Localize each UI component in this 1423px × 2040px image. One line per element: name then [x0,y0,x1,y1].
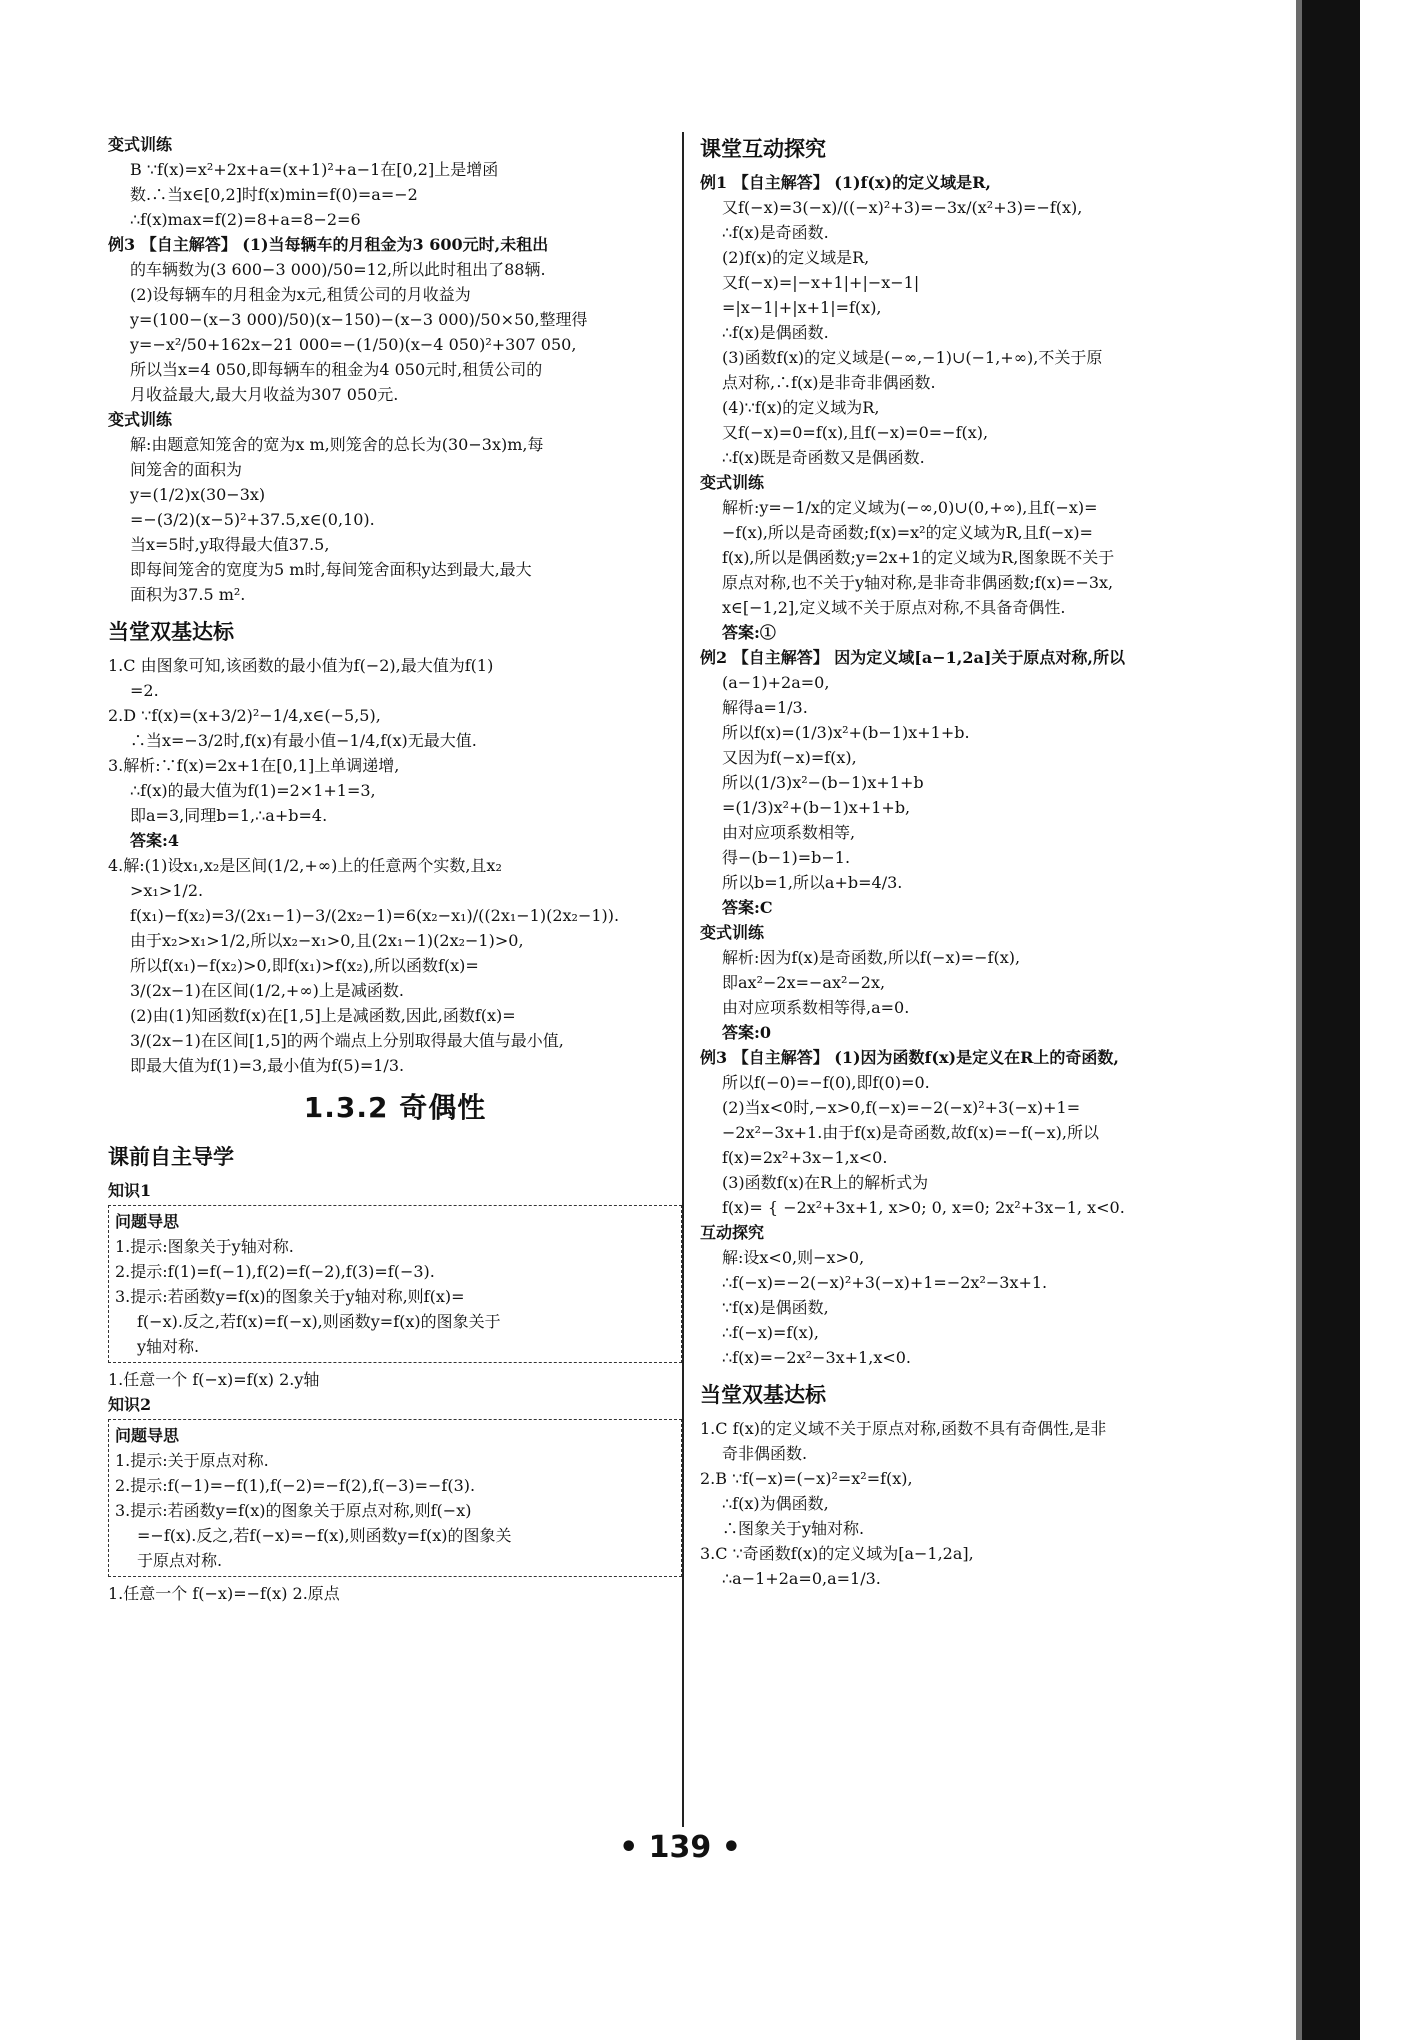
line: 面积为37.5 m². [130,585,246,604]
line: 解:由题意知笼舍的宽为x m,则笼舍的总长为(30−3x)m,每 [130,435,544,454]
heading-dangtang-2: 当堂双基达标 [700,1383,826,1407]
line: f(x₁)−f(x₂)=3/(2x₁−1)−3/(2x₂−1)=6(x₂−x₁)/((2x₁−1)(2x₂−1)). [130,906,620,925]
line: 1.C f(x)的定义域不关于原点对称,函数不具有奇偶性,是非 [700,1419,1107,1438]
line: 即最大值为f(1)=3,最小值为f(5)=1/3. [130,1056,405,1075]
line: =|x−1|+|x+1|=f(x), [722,298,882,317]
line: 奇非偶函数. [722,1444,808,1463]
line: 变式训练 [108,410,173,429]
line: 3.解析:∵f(x)=2x+1在[0,1]上单调递增, [108,756,400,775]
line: >x₁>1/2. [130,881,204,900]
line: ∴当x=−3/2时,f(x)有最小值−1/4,f(x)无最大值. [130,731,477,750]
line: 答案:4 [130,831,180,850]
line: 1.提示:图象关于y轴对称. [115,1237,294,1256]
line: (3)函数f(x)在R上的解析式为 [722,1173,929,1192]
line: f(−x).反之,若f(x)=f(−x),则函数y=f(x)的图象关于 [137,1312,501,1331]
line: ∴f(x)是奇函数. [722,223,829,242]
line: 又因为f(−x)=f(x), [722,748,857,767]
line: =2. [130,681,159,700]
line: 又f(−x)=0=f(x),且f(−x)=0=−f(x), [722,423,989,442]
line: f(x)=2x²+3x−1,x<0. [722,1148,888,1167]
line: y轴对称. [137,1337,200,1356]
line: 例2 【自主解答】 因为定义域[a−1,2a]关于原点对称,所以 [700,648,1125,667]
line: 得−(b−1)=b−1. [722,848,851,867]
line: 所以b=1,所以a+b=4/3. [722,873,903,892]
line: 3.C ∵奇函数f(x)的定义域为[a−1,2a], [700,1544,974,1563]
line: 1.提示:关于原点对称. [115,1451,269,1470]
page-number: • 139 • [619,1830,741,1865]
heading-dangtang-1: 当堂双基达标 [108,620,234,644]
line: 解得a=1/3. [722,698,808,717]
right-block-1 [700,170,1280,1370]
line: 答案:0 [722,1023,772,1042]
line: y=(100−(x−3 000)/50)(x−150)−(x−3 000)/50×50,整理得 [130,310,588,329]
heading-kecian: 课前自主导学 [108,1145,234,1169]
line: (2)设每辆车的月租金为x元,租赁公司的月收益为 [130,285,471,304]
line: 即a=3,同理b=1,∴a+b=4. [130,806,328,825]
line: 例1 【自主解答】 (1)f(x)的定义域是R, [700,173,991,192]
line: ∴f(x)=−2x²−3x+1,x<0. [722,1348,912,1367]
line: 2.提示:f(1)=f(−1),f(2)=f(−2),f(3)=f(−3). [115,1262,435,1281]
line: 间笼舍的面积为 [130,460,243,479]
line: y=−x²/50+162x−21 000=−(1/50)(x−4 050)²+307 050, [130,335,577,354]
line: 答案:① [722,623,776,642]
column-divider [682,132,684,1827]
line: 2.提示:f(−1)=−f(1),f(−2)=−f(2),f(−3)=−f(3). [115,1476,476,1495]
line: 2.B ∵f(−x)=(−x)²=x²=f(x), [700,1469,913,1488]
line: (2)由(1)知函数f(x)在[1,5]上是减函数,因此,函数f(x)= [130,1006,516,1025]
line: 所以f(x₁)−f(x₂)>0,即f(x₁)>f(x₂),所以函数f(x)= [130,956,479,975]
line: 由对应项系数相等, [722,823,856,842]
knowledge-1-title: 知识1 [108,1181,152,1200]
knowledge-1-answer: 1.任意一个 f(−x)=f(x) 2.y轴 [108,1370,320,1389]
line: 变式训练 [700,923,765,942]
line: 的车辆数为(3 600−3 000)/50=12,所以此时租出了88辆. [130,260,546,279]
line: 所以f(x)=(1/3)x²+(b−1)x+1+b. [722,723,970,742]
line: 月收益最大,最大月收益为307 050元. [130,385,399,404]
left-column [108,132,682,1606]
section-title: 1.3.2 奇偶性 [303,1091,487,1124]
line: 3/(2x−1)在区间[1,5]的两个端点上分别取得最大值与最小值, [130,1031,564,1050]
line: ∵f(x)是偶函数, [722,1298,829,1317]
line: ∴f(x)是偶函数. [722,323,829,342]
line: 例3 【自主解答】 (1)当每辆车的月租金为3 600元时,未租出 [108,235,549,254]
line: 原点对称,也不关于y轴对称,是非奇非偶函数;f(x)=−3x, [722,573,1114,592]
knowledge-2-title: 知识2 [108,1395,152,1414]
line: ∴a−1+2a=0,a=1/3. [722,1569,881,1588]
line: =−(3/2)(x−5)²+37.5,x∈(0,10). [130,510,375,529]
line: 3/(2x−1)在区间(1/2,+∞)上是减函数. [130,981,404,1000]
line: −2x²−3x+1.由于f(x)是奇函数,故f(x)=−f(−x),所以 [722,1123,1099,1142]
line: 即每间笼舍的宽度为5 m时,每间笼舍面积y达到最大,最大 [130,560,532,579]
line: 3.提示:若函数y=f(x)的图象关于原点对称,则f(−x) [115,1501,472,1520]
line: 答案:C [722,898,773,917]
right-column [700,132,1280,1591]
heading-ketang: 课堂互动探究 [700,137,826,161]
line: (2)f(x)的定义域是R, [722,248,870,267]
line: ∴f(x)max=f(2)=8+a=8−2=6 [130,210,361,229]
line: 例3 【自主解答】 (1)因为函数f(x)是定义在R上的奇函数, [700,1048,1119,1067]
line: 问题导思 [115,1426,180,1445]
line: 所以f(−0)=−f(0),即f(0)=0. [722,1073,930,1092]
question-box-1 [108,1205,682,1363]
line: 点对称,∴f(x)是非奇非偶函数. [722,373,936,392]
line: y=(1/2)x(30−3x) [130,485,266,504]
line: 变式训练 [700,473,765,492]
line: ∴f(x)的最大值为f(1)=2×1+1=3, [130,781,376,800]
line: =−f(x).反之,若f(−x)=−f(x),则函数y=f(x)的图象关 [137,1526,512,1545]
line: 解:设x<0,则−x>0, [722,1248,865,1267]
line: 1.C 由图象可知,该函数的最小值为f(−2),最大值为f(1) [108,656,494,675]
line: ∴f(x)既是奇函数又是偶函数. [722,448,925,467]
scan-edge [1302,0,1360,2040]
left-block-2 [108,653,682,1078]
line: x∈[−1,2],定义域不关于原点对称,不具备奇偶性. [722,598,1066,617]
line: 所以(1/3)x²−(b−1)x+1+b [722,773,924,792]
line: f(x),所以是偶函数;y=2x+1的定义域为R,图象既不关于 [722,548,1115,567]
line: 互动探究 [700,1223,765,1242]
line: B ∵f(x)=x²+2x+a=(x+1)²+a−1在[0,2]上是增函 [130,160,499,179]
line: ∴f(−x)=−2(−x)²+3(−x)+1=−2x²−3x+1. [722,1273,1048,1292]
knowledge-2-answer: 1.任意一个 f(−x)=−f(x) 2.原点 [108,1584,340,1603]
left-block-1 [108,132,682,607]
line: (2)当x<0时,−x>0,f(−x)=−2(−x)²+3(−x)+1= [722,1098,1081,1117]
line: 即ax²−2x=−ax²−2x, [722,973,886,992]
line: ∴图象关于y轴对称. [722,1519,865,1538]
line: =(1/3)x²+(b−1)x+1+b, [722,798,911,817]
line: 3.提示:若函数y=f(x)的图象关于y轴对称,则f(x)= [115,1287,465,1306]
line: 问题导思 [115,1212,180,1231]
line: 数.∴当x∈[0,2]时f(x)min=f(0)=a=−2 [130,185,418,204]
line: 2.D ∵f(x)=(x+3/2)²−1/4,x∈(−5,5), [108,706,381,725]
line: 又f(−x)=|−x+1|+|−x−1| [722,273,920,292]
line: 解析:因为f(x)是奇函数,所以f(−x)=−f(x), [722,948,1021,967]
line: 4.解:(1)设x₁,x₂是区间(1/2,+∞)上的任意两个实数,且x₂ [108,856,502,875]
line: 由于x₂>x₁>1/2,所以x₂−x₁>0,且(2x₁−1)(2x₂−1)>0, [130,931,524,950]
line: 由对应项系数相等得,a=0. [722,998,910,1017]
line: 当x=5时,y取得最大值37.5, [130,535,330,554]
line: ∴f(x)为偶函数, [722,1494,829,1513]
line: (a−1)+2a=0, [722,673,830,692]
question-box-2 [108,1419,682,1577]
line: ∴f(−x)=f(x), [722,1323,819,1342]
line: (3)函数f(x)的定义域是(−∞,−1)∪(−1,+∞),不关于原 [722,348,1103,367]
line: 于原点对称. [137,1551,223,1570]
right-block-2 [700,1416,1280,1591]
line: 变式训练 [108,135,173,154]
line: −f(x),所以是奇函数;f(x)=x²的定义域为R,且f(−x)= [722,523,1093,542]
piecewise-formula: f(x)= { −2x²+3x+1, x>0; 0, x=0; 2x²+3x−1, x<0. [722,1198,1125,1217]
line: 所以当x=4 050,即每辆车的租金为4 050元时,租赁公司的 [130,360,543,379]
line: 解析:y=−1/x的定义域为(−∞,0)∪(0,+∞),且f(−x)= [722,498,1098,517]
line: 又f(−x)=3(−x)/((−x)²+3)=−3x/(x²+3)=−f(x), [722,198,1083,217]
line: (4)∵f(x)的定义域为R, [722,398,880,417]
